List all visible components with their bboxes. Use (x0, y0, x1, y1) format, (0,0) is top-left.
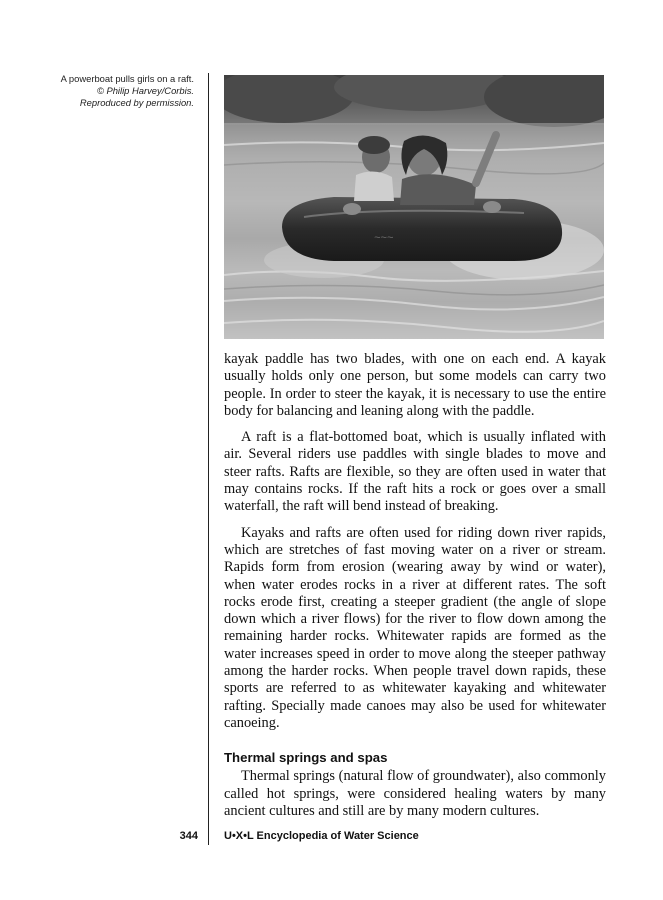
section-heading: Thermal springs and spas (224, 750, 388, 766)
page-number: 344 (179, 830, 198, 842)
raft-photo-illustration (224, 75, 604, 339)
vertical-rule (208, 73, 209, 845)
paragraph-raft: A raft is a flat-bottomed boat, which is usually inflated with air. Several riders use paddles with single blades to move and steer rafts. Rafts are flexible, so they are often used in water that may contains rocks. If the raft hits a rock or goes over a small waterfall, the raft will bend instead of breaking. (224, 429, 606, 515)
paragraph-thermal-springs: Thermal springs (natural flow of groundwater), also commonly called hot springs, were considered healing waters by many ancient cultures and still are by many modern cultures. (224, 768, 606, 819)
svg-text:~~~: ~~~ (374, 232, 394, 244)
paragraph-rapids: Kayaks and rafts are often used for riding down river rapids, which are stretches of fast moving water on a river or stream. Rapids form from erosion (wearing away by wind or water), when water erodes rocks in a river at different rates. The soft rocks erode first, creating a steeper gradient (the angle of slope down which a river flows) for the river to flow down among the remaining harder rocks. Whitewater rapids are formed as the water increases speed in order to move along the steeper pathway among the harder rocks. When people travel down rapids, these sports are referred to as whitewater kayaking and whitewater rafting. Specially made canoes may also be used for whitewater canoeing. (224, 524, 606, 731)
caption-text: A powerboat pulls girls on a raft. (60, 73, 194, 84)
paragraph-kayak: kayak paddle has two blades, with one on each end. A kayak usually holds only one person, but some models can carry two people. In order to steer the kayak, it is necessary to use the entire body for balancing and leaning along with the paddle. (224, 351, 606, 419)
book-title: U•X•L Encyclopedia of Water Science (224, 830, 419, 842)
raft-photo (224, 75, 604, 339)
article-body (224, 351, 606, 820)
photo-caption (20, 73, 194, 109)
caption-permission: Reproduced by permission. (79, 97, 194, 108)
caption-credit: © Philip Harvey/Corbis. (96, 85, 194, 96)
